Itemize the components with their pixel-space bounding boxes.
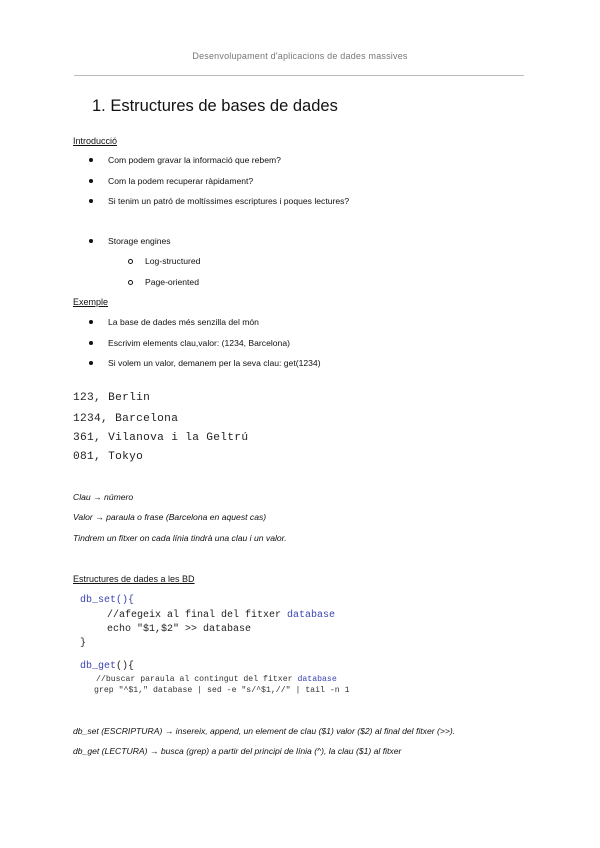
- code-crop: [94, 686, 374, 697]
- list-item: Com la podem recuperar ràpidament?: [108, 176, 253, 186]
- bullet-icon: [89, 199, 93, 203]
- record-line: 081, Tokyo: [73, 451, 144, 463]
- circle-bullet-icon: [128, 280, 133, 285]
- bullet-icon: [89, 320, 93, 324]
- sub-list-item: Log-structured: [145, 256, 200, 266]
- list-item: Si volem un valor, demanem per la seva clau: get(1234): [108, 358, 321, 368]
- list-item: La base de dades més senzilla del món: [108, 317, 259, 327]
- list-item: Com podem gravar la informació que rebem?: [108, 155, 281, 165]
- list-item: Storage engines: [108, 236, 171, 246]
- description-line: db_set (ESCRIPTURA) → insereix, append, un element de clau ($1) valor ($2) al final del fitxer (>>).: [73, 726, 456, 736]
- running-header: Desenvolupament d'aplicacions de dades massives: [192, 51, 408, 61]
- note-line: Clau → número: [73, 492, 134, 502]
- circle-bullet-icon: [128, 259, 133, 264]
- header-divider: [74, 75, 524, 76]
- list-item: Escrivim elements clau,valor: (1234, Barcelona): [108, 338, 290, 348]
- bullet-icon: [89, 158, 93, 162]
- bullet-icon: [89, 179, 93, 183]
- intro-label: Introducció: [73, 136, 118, 146]
- code-comment: //buscar paraula al contingut del fitxer database: [96, 675, 337, 684]
- record-line: 123, Berlin: [73, 392, 151, 404]
- sub-list-item: Page-oriented: [145, 277, 199, 287]
- code-line: grep "^$1," database | sed -e "s/^$1,//" | tail -n 1: [94, 686, 350, 695]
- structures-label: Estructures de dades a les BD: [73, 574, 195, 584]
- record-line: 1234, Barcelona: [73, 413, 179, 425]
- note-line: Valor → paraula o frase (Barcelona en aquest cas): [73, 512, 267, 522]
- example-label: Exemple: [73, 297, 109, 307]
- code-line: db_get(){: [80, 661, 135, 672]
- code-line: echo "$1,$2" >> database: [107, 624, 252, 635]
- code-comment: //afegeix al final del fitxer database: [107, 610, 336, 621]
- list-item: Si tenim un patró de moltíssimes escriptures i poques lectures?: [108, 196, 349, 206]
- section-heading: 1. Estructures de bases de dades: [92, 97, 338, 115]
- record-line: 361, Vilanova i la Geltrú: [73, 432, 249, 444]
- bullet-icon: [89, 341, 93, 345]
- description-line: db_get (LECTURA) → busca (grep) a partir del principi de línia (^), la clau ($1) al fitxer: [73, 746, 402, 756]
- note-line: Tindrem un fitxer on cada línia tindrà una clau i un valor.: [73, 533, 287, 543]
- bullet-icon: [89, 361, 93, 365]
- bullet-icon: [89, 239, 93, 243]
- code-line: }: [80, 638, 87, 649]
- code-line: db_set(){: [80, 595, 135, 606]
